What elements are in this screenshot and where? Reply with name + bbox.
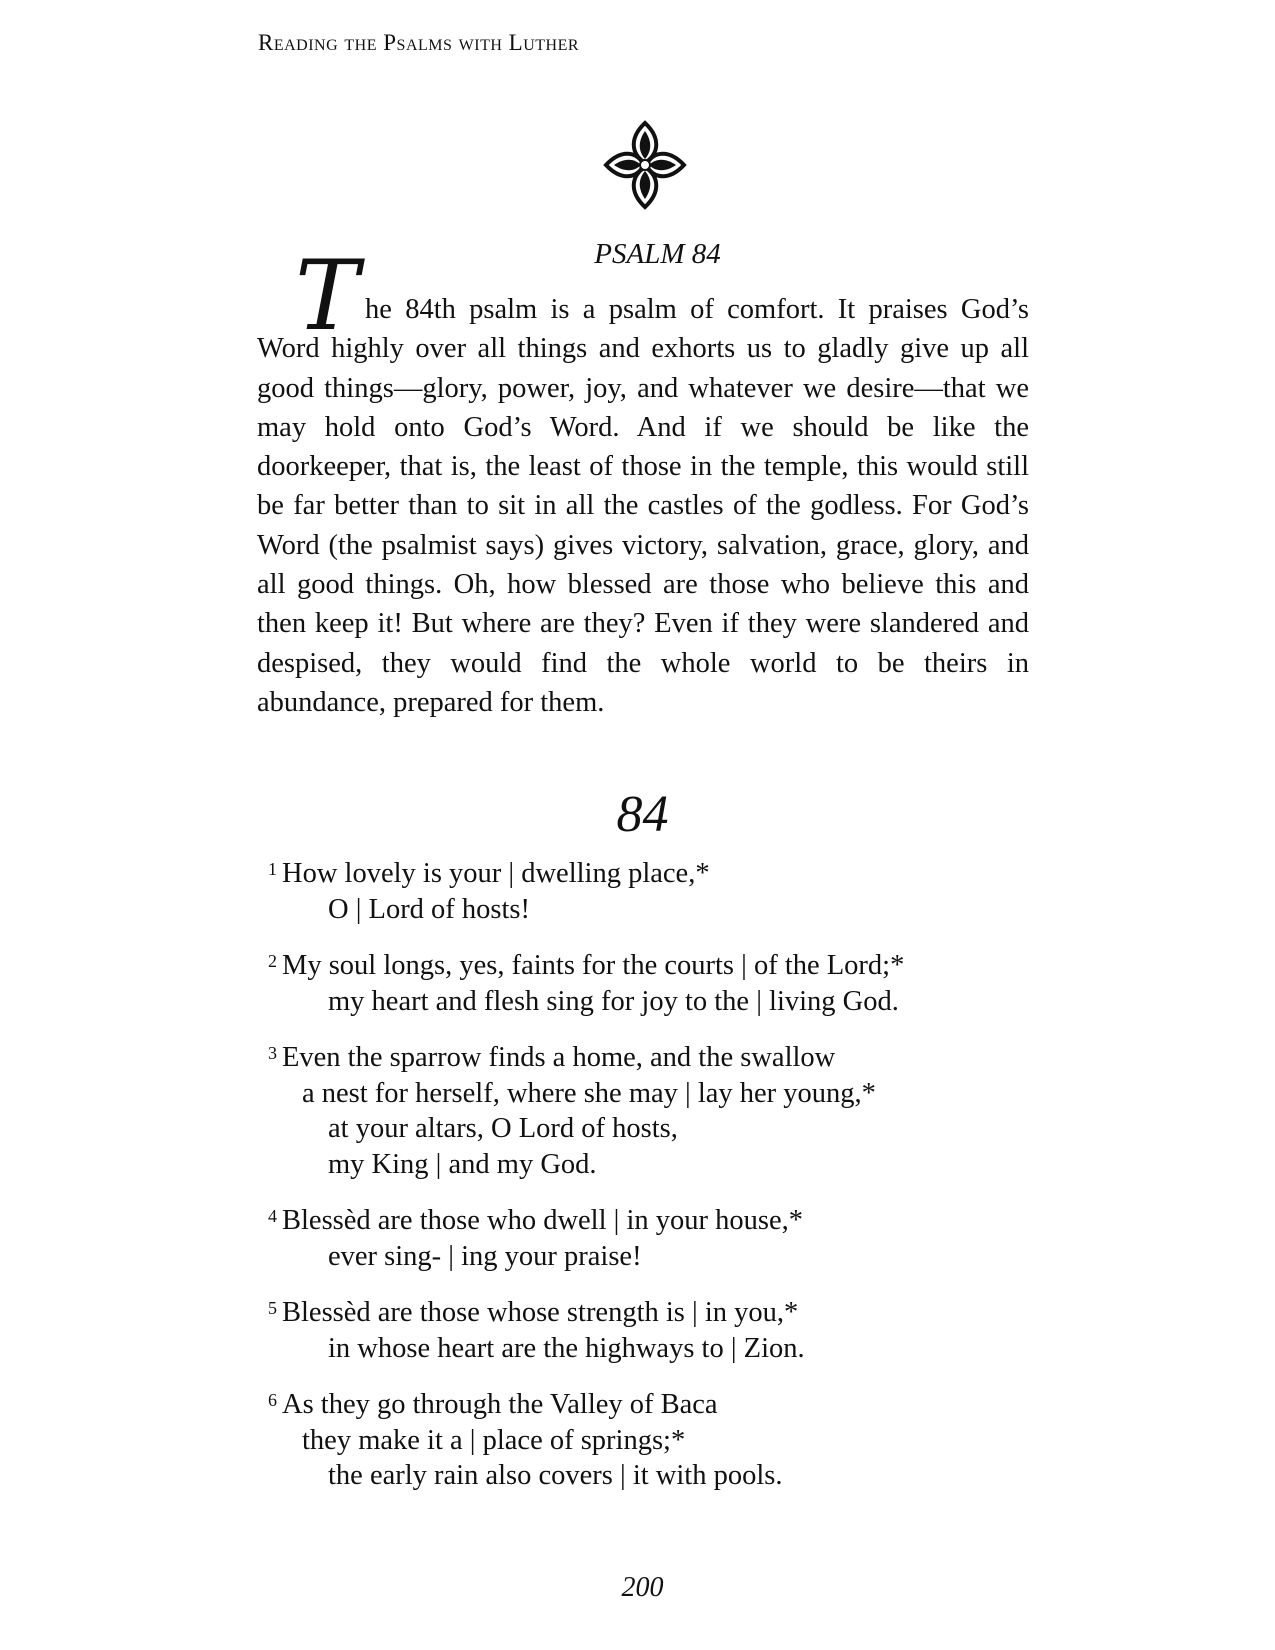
- psalm-title: PSALM 84: [594, 238, 721, 270]
- verse-line: a nest for herself, where she may | lay her young,*: [302, 1077, 876, 1109]
- verse-line-text: My soul longs, yes, faints for the courts | of the Lord;*: [282, 950, 905, 981]
- verse-line: [268, 944, 1043, 984]
- verse-line-text: As they go through the Valley of Baca: [282, 1389, 718, 1420]
- verse: [268, 944, 1043, 1019]
- verse: [268, 1383, 1043, 1494]
- verse: [268, 1291, 1043, 1366]
- verse-line: [268, 852, 1043, 892]
- verse-line: at your altars, O Lord of hosts,: [328, 1113, 678, 1144]
- verse-line-text: Blessèd are those whose strength is | in you,*: [282, 1297, 799, 1328]
- verse-number: 5: [268, 1298, 277, 1318]
- quatrefoil-ornament-icon: [600, 115, 690, 215]
- psalm-number-heading: 84: [616, 786, 669, 843]
- verse-line-text: Blessèd are those who dwell | in your house,*: [282, 1205, 803, 1236]
- verse-number: 3: [268, 1043, 277, 1063]
- verse-line: [268, 1291, 1043, 1331]
- verse-line: [268, 1383, 1043, 1423]
- verse-line-text: How lovely is your | dwelling place,*: [282, 858, 710, 889]
- psalm-verses: [268, 852, 1043, 1511]
- verse-line: my heart and flesh sing for joy to the | living God.: [328, 985, 899, 1017]
- verse-line: ever sing- | ing your praise!: [328, 1240, 642, 1272]
- verse-line-text: Even the sparrow finds a home, and the swallow: [282, 1042, 836, 1073]
- verse-line: in whose heart are the highways to | Zion.: [328, 1332, 805, 1364]
- verse-number: 4: [268, 1206, 277, 1226]
- verse-number: 1: [268, 859, 277, 879]
- verse-number: 6: [268, 1390, 277, 1410]
- intro-text: he 84th psalm is a psalm of comfort. It praises God’s Word highly over all things and exhorts us to gladly give up all good things—glory, power, joy, and whatever we desire—that we may hold onto God’s Word. And if we should be like the doorkeeper, that is, the least of those in the temple, this would still be far better than to sit in all the castles of the godless. For God’s Word (the psalmist says) gives victory, salvation, grace, glory, and all good things. Oh, how blessed are those who believe this and then keep it! But where are they? Even if they were slandered and despised, they would find the whole world to be theirs in abundance, prepared for them.: [257, 294, 1029, 718]
- drop-cap: T: [294, 240, 359, 352]
- verse: [268, 852, 1043, 927]
- verse: [268, 1199, 1043, 1274]
- page-number: 200: [621, 1572, 664, 1603]
- verse-number: 2: [268, 951, 277, 971]
- verse-line: [268, 1036, 1043, 1076]
- verse-line: [268, 1199, 1043, 1239]
- verse-line: my King | and my God.: [328, 1148, 597, 1180]
- running-head: Reading the Psalms with Luther: [258, 30, 580, 55]
- verse-line: they make it a | place of springs;*: [302, 1424, 686, 1456]
- verse-line: the early rain also covers | it with pools.: [328, 1460, 783, 1491]
- verse-line: O | Lord of hosts!: [328, 893, 531, 925]
- verse: [268, 1036, 1043, 1182]
